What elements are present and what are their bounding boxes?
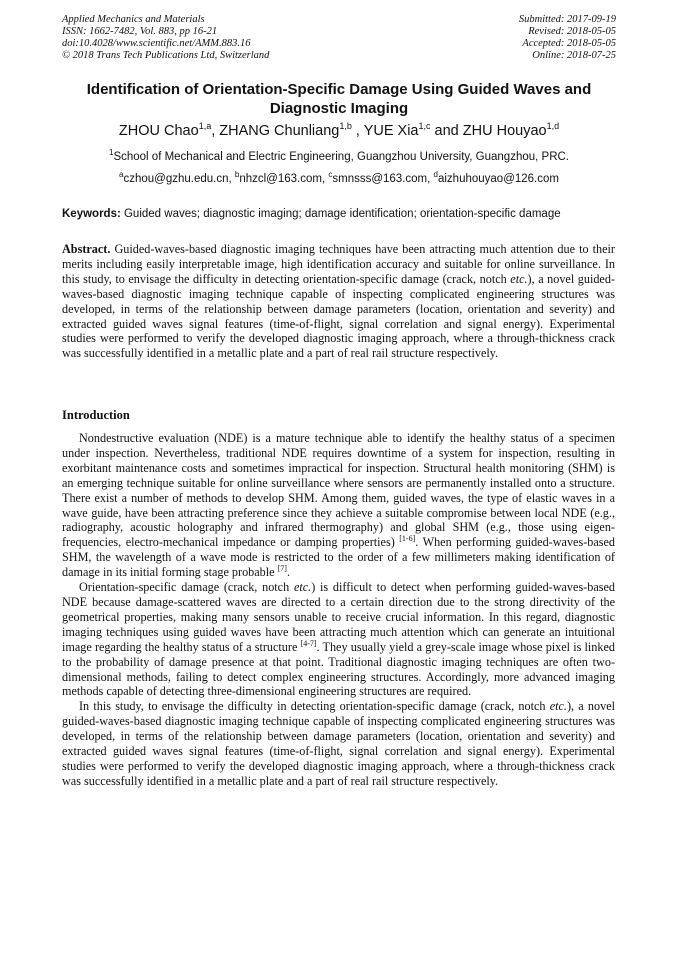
abstract bbox=[62, 242, 615, 361]
doi-line: doi:10.4028/www.scientific.net/AMM.883.16 bbox=[62, 38, 251, 49]
email-sep: , bbox=[321, 173, 329, 185]
keywords-label: Keywords: bbox=[62, 208, 121, 220]
paragraph-text: ) is difficult to detect when performing guided-waves-based NDE because damage-scattered waves are directed to a certain direction due to the strong directivity of the geometrical properties, making many sensors unable to receive crucial information. In this regard, diagnostic imaging techniques using guided waves have been attracting much attention which can generate an intuitional image regarding the healthy status of a structure bbox=[62, 580, 615, 654]
submitted-date: Submitted: 2017-09-19 bbox=[518, 14, 616, 25]
paragraph-etc: etc. bbox=[293, 580, 312, 595]
keywords bbox=[62, 207, 616, 221]
author-name: YUE Xia bbox=[363, 123, 419, 139]
journal-info bbox=[62, 14, 269, 62]
email-sup: c bbox=[328, 170, 333, 179]
affiliation bbox=[40, 150, 638, 164]
author-name: ZHU Houyao bbox=[462, 123, 547, 139]
email-address: nhzcl@163.com bbox=[239, 173, 322, 185]
author-sep: , bbox=[211, 123, 220, 139]
revised-date: Revised: 2018-05-05 bbox=[528, 26, 616, 37]
citation-ref: [1-6] bbox=[399, 534, 416, 544]
intro-paragraph bbox=[62, 431, 615, 580]
author-list bbox=[40, 122, 638, 140]
abstract-label: Abstract. bbox=[62, 242, 111, 256]
paragraph-etc: etc. bbox=[549, 699, 567, 714]
journal-name: Applied Mechanics and Materials bbox=[62, 14, 205, 25]
paragraph-text: . When performing guided-waves-based SHM, the wavelength of a wave mode is restricted to the order of a few millimeters making identification of damage in its initial forming stage probable bbox=[62, 535, 615, 580]
abstract-text: ), a novel guided-waves-based diagnostic imaging technique capable of inspecting complicated engineering structures was developed, in terms of the relationship between damage parameters (location, orientation and severity) and extracted guided waves signal features (time-of-flight, signal correlation and signal energy). Experimental studies were performed to verify the developed diagnostic imaging approach, where a through-thickness crack was successfully identified in a metallic plate and a part of real rail structure respectively. bbox=[62, 271, 615, 361]
email-address: smnsss@163.com bbox=[332, 173, 428, 185]
introduction-heading: Introduction bbox=[62, 408, 130, 422]
affiliation-sup: 1 bbox=[108, 148, 114, 157]
author-sup: 1,b bbox=[339, 121, 352, 131]
affiliation-text: School of Mechanical and Electric Engineering, Guangzhou University, Guangzhou, PRC. bbox=[113, 151, 570, 163]
online-date: Online: 2018-07-25 bbox=[532, 50, 616, 61]
paragraph-text: Nondestructive evaluation (NDE) is a mature technique able to identify the healthy status of a specimen under inspection. Nevertheless, traditional NDE requires downtime of a system for inspection, resulting in exorbitant maintenance costs and sometimes impractical for inspection. Structural health monitoring (SHM) is an emerging technique suitable for online surveillance where sensors are permanently installed onto a structure. There exist a number of methods to develop SHM. Among them, guided waves, the type of elastic waves in a wave guide, have been attracting preference since they achieve a suitable compromise between local NDE (e.g., radiography, acoustic holography and infrared thermography) and global SHM (e.g., those using eigen-frequencies, electro-mechanical impedance or damping properties) bbox=[62, 431, 615, 550]
email-sup: d bbox=[433, 170, 438, 179]
abstract-text: Guided-waves-based diagnostic imaging techniques have been attracting much attention due to their merits including easily interpretable image, high identification accuracy and suitable for online surveillance. In this study, to envisage the difficulty in detecting orientation-specific damage (crack, notch bbox=[62, 242, 615, 286]
accepted-date: Accepted: 2018-05-05 bbox=[522, 38, 616, 49]
author-name: ZHANG Chunliang bbox=[219, 123, 340, 139]
citation-ref: [7] bbox=[277, 564, 287, 574]
introduction-body bbox=[62, 431, 615, 789]
copyright-line: © 2018 Trans Tech Publications Ltd, Switzerland bbox=[62, 50, 270, 61]
abstract-paragraph bbox=[62, 242, 615, 361]
citation-ref: [4-7] bbox=[300, 638, 317, 648]
paragraph-text: Orientation-specific damage (crack, notch bbox=[79, 580, 294, 595]
intro-paragraph bbox=[62, 580, 615, 699]
paragraph-text: In this study, to envisage the difficulty in detecting orientation-specific damage (crack, notch bbox=[79, 699, 550, 714]
intro-paragraph bbox=[62, 699, 615, 788]
paper-title: Identification of Orientation-Specific Damage Using Guided Waves and Diagnostic Imaging bbox=[86, 81, 592, 117]
email-sup: a bbox=[119, 170, 124, 179]
paragraph-text: . They usually yield a grey-scale image whose pixel is linked to the probability of damage presence at that point. Traditional diagnostic imaging techniques are often two-dimensional methods, failing to detect complex engineering structures. Accordingly, more advanced imaging methods capable of detecting three-dimensional engineering structures are required. bbox=[62, 639, 615, 699]
email-sup: b bbox=[234, 170, 240, 179]
publication-dates bbox=[519, 14, 616, 62]
keywords-text: Guided waves; diagnostic imaging; damage identification; orientation-specific damage bbox=[120, 208, 561, 220]
abstract-etc: etc. bbox=[510, 271, 528, 286]
email-address: aizhuhouyao@126.com bbox=[437, 173, 559, 185]
author-name: ZHOU Chao bbox=[118, 123, 199, 139]
email-address: czhou@gzhu.edu.cn bbox=[123, 173, 229, 185]
author-sep: and bbox=[430, 123, 463, 139]
author-sup: 1,c bbox=[418, 121, 431, 131]
paragraph-text: . bbox=[286, 565, 290, 580]
email-sep: , bbox=[427, 173, 434, 185]
author-sep: , bbox=[351, 123, 364, 139]
email-list bbox=[40, 172, 638, 186]
issn-line: ISSN: 1662-7482, Vol. 883, pp 16-21 bbox=[62, 26, 218, 37]
author-sup: 1,d bbox=[546, 121, 560, 131]
author-sup: 1,a bbox=[198, 121, 212, 131]
paragraph-text: ), a novel guided-waves-based diagnostic imaging technique capable of inspecting complicated engineering structures was developed, in terms of the relationship between damage parameters (location, orientation and severity) and extracted guided waves signal features (time-of-flight, signal correlation and signal energy). Experimental studies were performed to verify the developed diagnostic imaging approach, where a through-thickness crack was successfully identified in a metallic plate and a part of real rail structure respectively. bbox=[62, 699, 616, 788]
email-sep: , bbox=[228, 173, 235, 185]
